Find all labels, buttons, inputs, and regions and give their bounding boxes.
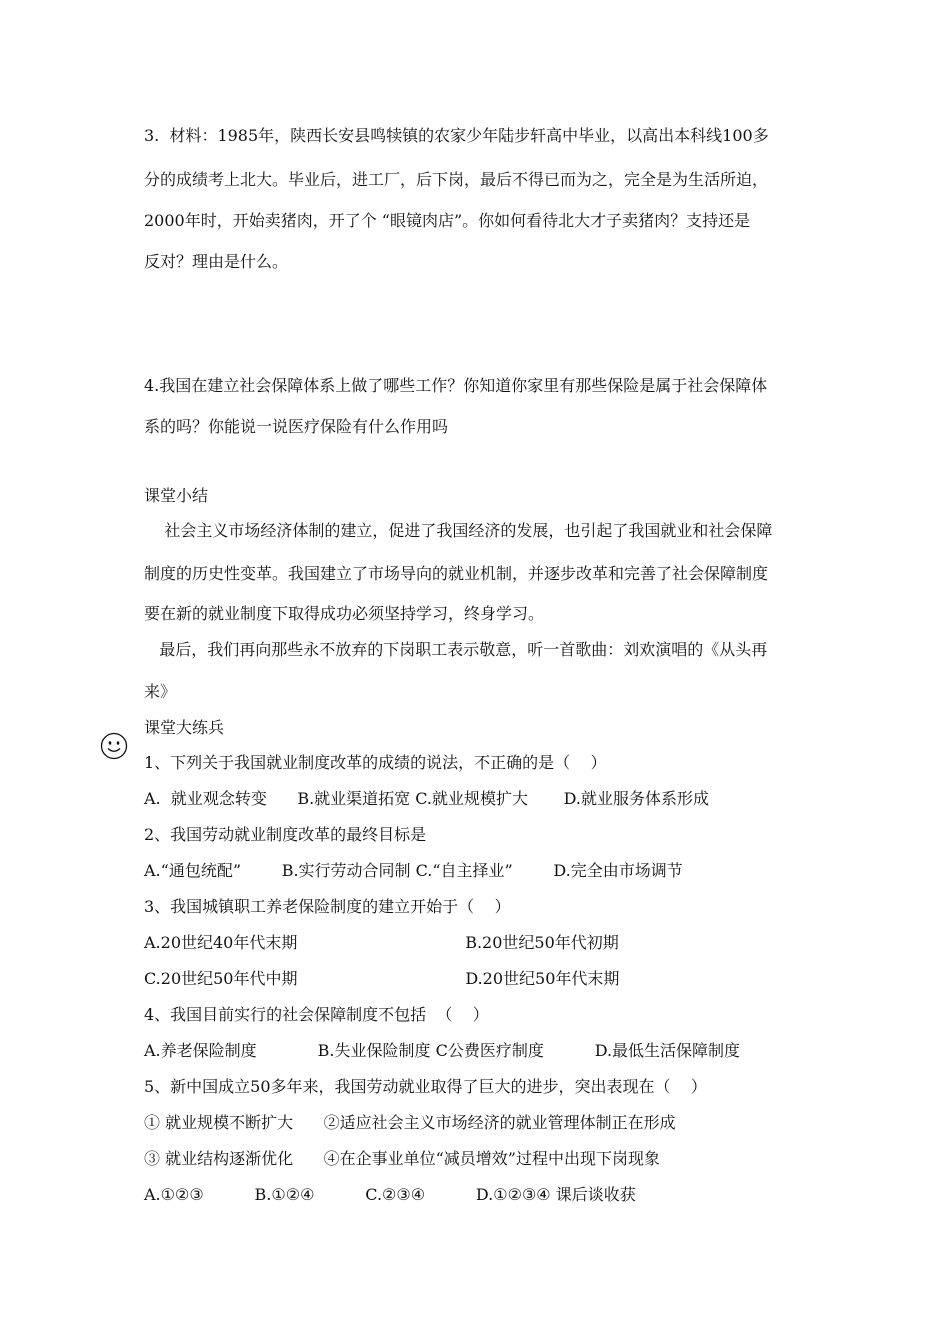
- question-stem: 5、新中国成立50多年来，我国劳动就业取得了巨大的进步，突出表现在（ ）: [144, 1077, 707, 1096]
- q3-line: 3. 材料：1985年，陕西长安县鸣犊镇的农家少年陆步轩高中毕业，以高出本科线100多: [144, 126, 769, 145]
- q4-line: 4.我国在建立社会保障体系上做了哪些工作？你知道你家里有那些保险是属于社会保障体: [144, 376, 768, 395]
- question-options: ③ 就业结构逐渐优化 ④在企事业单位“减员增效”过程中出现下岗现象: [144, 1149, 660, 1168]
- question-stem: 2、我国劳动就业制度改革的最终目标是: [144, 825, 427, 844]
- summary-heading: 课堂小结: [144, 486, 209, 505]
- summary-line: 制度的历史性变革。我国建立了市场导向的就业机制，并逐步改革和完善了社会保障制度: [144, 564, 769, 583]
- smiley-face-icon: [100, 732, 128, 760]
- summary-line: 社会主义市场经济体制的建立，促进了我国经济的发展，也引起了我国就业和社会保障: [144, 521, 773, 540]
- q3-line: 反对？理由是什么。: [144, 252, 289, 271]
- question-options: A.“通包统配” B.实行劳动合同制 C.“自主择业” D.完全由市场调节: [144, 861, 683, 880]
- q3-line: 分的成绩考上北大。毕业后，进工厂，后下岗，最后不得已而为之，完全是为生活所迫，: [144, 170, 769, 189]
- question-options: ① 就业规模不断扩大 ②适应社会主义市场经济的就业管理体制正在形成: [144, 1113, 676, 1132]
- question-stem: 3、我国城镇职工养老保险制度的建立开始于（ ）: [144, 897, 511, 916]
- question-options: A.20世纪40年代末期 B.20世纪50年代初期: [144, 933, 619, 952]
- question-stem: 4、我国目前实行的社会保障制度不包括 （ ）: [144, 1005, 489, 1024]
- question-options: A. 就业观念转变 B.就业渠道拓宽 C.就业规模扩大 D.就业服务体系形成: [144, 789, 709, 808]
- summary-line: 来》: [144, 682, 177, 701]
- q3-line: 2000年时，开始卖猪肉，开了个 “眼镜肉店”。你如何看待北大才子卖猪肉？支持还是: [144, 211, 751, 230]
- question-options: A.养老保险制度 B.失业保险制度 C公费医疗制度 D.最低生活保障制度: [144, 1041, 741, 1060]
- question-stem: 1、下列关于我国就业制度改革的成绩的说法，不正确的是（ ）: [144, 753, 607, 772]
- question-options: A.①②③ B.①②④ C.②③④ D.①②③④ 课后谈收获: [144, 1185, 636, 1204]
- question-options: C.20世纪50年代中期 D.20世纪50年代末期: [144, 969, 620, 988]
- summary-line: 要在新的就业制度下取得成功必须坚持学习，终身学习。: [144, 604, 545, 623]
- q4-line: 系的吗？你能说一说医疗保险有什么作用吗: [144, 417, 449, 436]
- practice-heading: 课堂大练兵: [144, 718, 225, 737]
- summary-line: 最后，我们再向那些永不放弃的下岗职工表示敬意，听一首歌曲：刘欢演唱的《从头再: [144, 640, 768, 659]
